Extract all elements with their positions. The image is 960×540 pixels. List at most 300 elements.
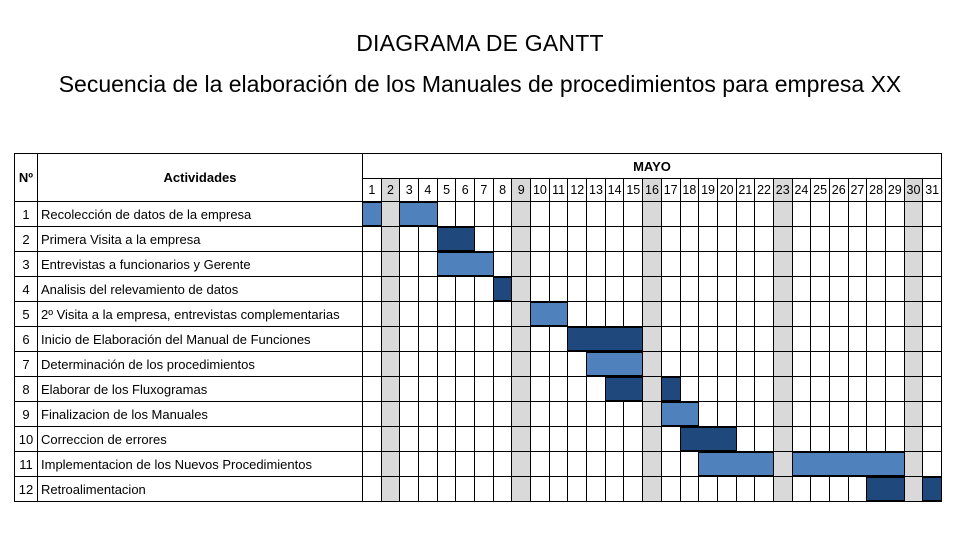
grid-cell bbox=[623, 476, 643, 502]
grid-cell bbox=[381, 351, 401, 377]
grid-cell bbox=[885, 401, 905, 427]
grid-cell bbox=[474, 301, 494, 327]
grid-cell bbox=[530, 251, 550, 277]
grid-cell bbox=[381, 451, 401, 477]
grid-cell bbox=[904, 201, 924, 227]
grid-cell bbox=[381, 251, 401, 277]
grid-cell bbox=[754, 351, 774, 377]
grid-cell bbox=[381, 226, 401, 252]
grid-cell bbox=[866, 351, 886, 377]
grid-cell bbox=[605, 426, 625, 452]
grid-cell bbox=[717, 201, 737, 227]
grid-cell bbox=[493, 426, 513, 452]
day-header: 14 bbox=[605, 178, 625, 202]
grid-cell bbox=[698, 251, 718, 277]
grid-cell bbox=[792, 426, 812, 452]
grid-cell bbox=[511, 351, 531, 377]
grid-cell bbox=[567, 301, 587, 327]
activity-label: 2º Visita a la empresa, entrevistas complementarias bbox=[37, 301, 363, 327]
activity-label: Finalizacion de los Manuales bbox=[37, 401, 363, 427]
grid-cell bbox=[549, 476, 569, 502]
day-header: 18 bbox=[680, 178, 700, 202]
grid-cell bbox=[848, 376, 868, 402]
day-header: 25 bbox=[810, 178, 830, 202]
grid-cell bbox=[418, 301, 438, 327]
grid-cell bbox=[736, 351, 756, 377]
grid-cell bbox=[418, 476, 438, 502]
grid-cell bbox=[698, 351, 718, 377]
grid-cell bbox=[792, 476, 812, 502]
grid-cell bbox=[922, 251, 942, 277]
grid-cell bbox=[493, 476, 513, 502]
grid-cell bbox=[810, 401, 830, 427]
grid-cell bbox=[511, 401, 531, 427]
grid-cell bbox=[810, 376, 830, 402]
grid-cell bbox=[455, 301, 475, 327]
chart-title: DIAGRAMA DE GANTT bbox=[356, 30, 604, 56]
task-bar bbox=[661, 377, 681, 401]
grid-cell bbox=[549, 351, 569, 377]
grid-cell bbox=[717, 251, 737, 277]
grid-cell bbox=[792, 326, 812, 352]
grid-cell bbox=[362, 451, 382, 477]
grid-cell bbox=[680, 276, 700, 302]
grid-cell bbox=[474, 476, 494, 502]
grid-cell bbox=[642, 226, 662, 252]
activity-label: Implementacion de los Nuevos Procedimientos bbox=[37, 451, 363, 477]
grid-cell bbox=[530, 201, 550, 227]
grid-cell bbox=[717, 401, 737, 427]
grid-cell bbox=[773, 426, 793, 452]
month-header: MAYO bbox=[362, 153, 942, 179]
activity-label: Elaborar de los Fluxogramas bbox=[37, 376, 363, 402]
grid-cell bbox=[362, 276, 382, 302]
grid-cell bbox=[362, 251, 382, 277]
grid-cell bbox=[680, 201, 700, 227]
grid-cell bbox=[623, 201, 643, 227]
grid-cell bbox=[623, 276, 643, 302]
grid-cell bbox=[866, 251, 886, 277]
grid-cell bbox=[661, 351, 681, 377]
grid-cell bbox=[922, 326, 942, 352]
grid-cell bbox=[848, 476, 868, 502]
grid-cell bbox=[381, 376, 401, 402]
grid-cell bbox=[362, 226, 382, 252]
grid-cell bbox=[530, 401, 550, 427]
task-bar bbox=[567, 327, 643, 351]
grid-cell bbox=[399, 351, 419, 377]
grid-cell bbox=[680, 301, 700, 327]
grid-cell bbox=[362, 326, 382, 352]
day-header: 16 bbox=[642, 178, 662, 202]
grid-cell bbox=[381, 326, 401, 352]
grid-cell bbox=[810, 301, 830, 327]
day-header: 30 bbox=[904, 178, 924, 202]
row-number: 12 bbox=[14, 476, 38, 502]
grid-cell bbox=[549, 451, 569, 477]
grid-cell bbox=[661, 451, 681, 477]
grid-cell bbox=[549, 326, 569, 352]
grid-cell bbox=[773, 276, 793, 302]
grid-cell bbox=[362, 301, 382, 327]
grid-cell bbox=[567, 451, 587, 477]
grid-cell bbox=[885, 201, 905, 227]
grid-cell bbox=[848, 401, 868, 427]
grid-cell bbox=[493, 451, 513, 477]
grid-cell bbox=[904, 226, 924, 252]
grid-cell bbox=[829, 476, 849, 502]
grid-cell bbox=[754, 301, 774, 327]
grid-cell bbox=[922, 376, 942, 402]
grid-cell bbox=[848, 251, 868, 277]
grid-cell bbox=[399, 476, 419, 502]
grid-cell bbox=[642, 326, 662, 352]
grid-cell bbox=[736, 476, 756, 502]
grid-cell bbox=[511, 426, 531, 452]
grid-cell bbox=[455, 426, 475, 452]
grid-cell bbox=[567, 426, 587, 452]
day-header: 26 bbox=[829, 178, 849, 202]
grid-cell bbox=[493, 251, 513, 277]
grid-cell bbox=[661, 476, 681, 502]
grid-cell bbox=[530, 426, 550, 452]
grid-cell bbox=[586, 251, 606, 277]
grid-cell bbox=[792, 301, 812, 327]
grid-cell bbox=[698, 401, 718, 427]
grid-cell bbox=[511, 476, 531, 502]
grid-cell bbox=[922, 276, 942, 302]
column-header-number: Nº bbox=[14, 153, 38, 202]
grid-cell bbox=[810, 251, 830, 277]
day-header: 22 bbox=[754, 178, 774, 202]
grid-cell bbox=[530, 476, 550, 502]
grid-cell bbox=[904, 376, 924, 402]
grid-cell bbox=[642, 301, 662, 327]
grid-cell bbox=[922, 401, 942, 427]
grid-cell bbox=[549, 251, 569, 277]
grid-cell bbox=[810, 226, 830, 252]
day-header: 17 bbox=[661, 178, 681, 202]
grid-cell bbox=[586, 401, 606, 427]
grid-cell bbox=[736, 251, 756, 277]
grid-cell bbox=[904, 251, 924, 277]
activity-label: Inicio de Elaboración del Manual de Funciones bbox=[37, 326, 363, 352]
grid-cell bbox=[754, 201, 774, 227]
grid-cell bbox=[418, 426, 438, 452]
grid-cell bbox=[661, 226, 681, 252]
grid-cell bbox=[885, 376, 905, 402]
day-header: 4 bbox=[418, 178, 438, 202]
activity-label: Entrevistas a funcionarios y Gerente bbox=[37, 251, 363, 277]
row-number: 8 bbox=[14, 376, 38, 402]
grid-cell bbox=[717, 476, 737, 502]
grid-cell bbox=[605, 401, 625, 427]
activity-label: Correccion de errores bbox=[37, 426, 363, 452]
day-header: 31 bbox=[922, 178, 942, 202]
grid-cell bbox=[698, 326, 718, 352]
grid-cell bbox=[567, 401, 587, 427]
grid-cell bbox=[362, 426, 382, 452]
grid-cell bbox=[586, 226, 606, 252]
grid-cell bbox=[829, 401, 849, 427]
grid-cell bbox=[549, 276, 569, 302]
row-number: 10 bbox=[14, 426, 38, 452]
grid-cell bbox=[623, 226, 643, 252]
grid-cell bbox=[754, 276, 774, 302]
day-header: 27 bbox=[848, 178, 868, 202]
grid-cell bbox=[736, 201, 756, 227]
day-header: 7 bbox=[474, 178, 494, 202]
grid-cell bbox=[605, 301, 625, 327]
grid-cell bbox=[586, 301, 606, 327]
grid-cell bbox=[698, 201, 718, 227]
grid-cell bbox=[810, 351, 830, 377]
grid-cell bbox=[418, 276, 438, 302]
grid-cell bbox=[773, 201, 793, 227]
grid-cell bbox=[511, 326, 531, 352]
grid-cell bbox=[885, 351, 905, 377]
grid-cell bbox=[455, 201, 475, 227]
grid-cell bbox=[829, 201, 849, 227]
grid-cell bbox=[605, 201, 625, 227]
grid-cell bbox=[605, 251, 625, 277]
task-bar bbox=[680, 427, 737, 451]
grid-cell bbox=[511, 301, 531, 327]
grid-cell bbox=[736, 226, 756, 252]
activity-label: Determinación de los procedimientos bbox=[37, 351, 363, 377]
activity-label: Analisis del relevamiento de datos bbox=[37, 276, 363, 302]
grid-cell bbox=[922, 226, 942, 252]
row-number: 9 bbox=[14, 401, 38, 427]
activity-label: Retroalimentacion bbox=[37, 476, 363, 502]
grid-cell bbox=[567, 201, 587, 227]
grid-cell bbox=[885, 426, 905, 452]
grid-cell bbox=[792, 201, 812, 227]
grid-cell bbox=[474, 201, 494, 227]
grid-cell bbox=[530, 351, 550, 377]
grid-cell bbox=[399, 426, 419, 452]
grid-cell bbox=[792, 376, 812, 402]
grid-cell bbox=[736, 326, 756, 352]
column-header-activities: Actividades bbox=[37, 153, 363, 202]
grid-cell bbox=[829, 376, 849, 402]
grid-cell bbox=[530, 226, 550, 252]
grid-cell bbox=[418, 226, 438, 252]
grid-cell bbox=[698, 301, 718, 327]
grid-cell bbox=[829, 251, 849, 277]
grid-cell bbox=[642, 201, 662, 227]
grid-cell bbox=[773, 251, 793, 277]
task-bar bbox=[437, 227, 475, 251]
grid-cell bbox=[885, 251, 905, 277]
chart-subtitle: Secuencia de la elaboración de los Manuales de procedimientos para empresa XX bbox=[58, 71, 902, 97]
grid-cell bbox=[642, 476, 662, 502]
grid-cell bbox=[642, 251, 662, 277]
day-header: 12 bbox=[567, 178, 587, 202]
grid-cell bbox=[493, 326, 513, 352]
grid-cell bbox=[455, 326, 475, 352]
task-bar bbox=[922, 477, 942, 501]
grid-cell bbox=[642, 451, 662, 477]
day-header: 15 bbox=[623, 178, 643, 202]
grid-cell bbox=[717, 326, 737, 352]
grid-cell bbox=[437, 326, 457, 352]
grid-cell bbox=[586, 276, 606, 302]
grid-cell bbox=[399, 401, 419, 427]
grid-cell bbox=[922, 426, 942, 452]
grid-cell bbox=[362, 376, 382, 402]
grid-cell bbox=[549, 226, 569, 252]
grid-cell bbox=[810, 326, 830, 352]
day-header: 2 bbox=[381, 178, 401, 202]
grid-cell bbox=[773, 301, 793, 327]
grid-cell bbox=[418, 326, 438, 352]
grid-cell bbox=[661, 326, 681, 352]
grid-cell bbox=[437, 201, 457, 227]
grid-cell bbox=[623, 401, 643, 427]
grid-cell bbox=[717, 301, 737, 327]
grid-cell bbox=[530, 276, 550, 302]
grid-cell bbox=[642, 401, 662, 427]
grid-cell bbox=[586, 376, 606, 402]
day-header: 28 bbox=[866, 178, 886, 202]
grid-cell bbox=[773, 376, 793, 402]
grid-cell bbox=[381, 426, 401, 452]
grid-cell bbox=[866, 326, 886, 352]
day-header: 6 bbox=[455, 178, 475, 202]
grid-cell bbox=[399, 451, 419, 477]
grid-cell bbox=[754, 326, 774, 352]
grid-cell bbox=[810, 476, 830, 502]
grid-cell bbox=[605, 226, 625, 252]
task-bar bbox=[493, 277, 513, 301]
grid-cell bbox=[922, 201, 942, 227]
grid-cell bbox=[586, 476, 606, 502]
grid-cell bbox=[736, 376, 756, 402]
grid-cell bbox=[399, 251, 419, 277]
grid-cell bbox=[866, 301, 886, 327]
grid-cell bbox=[680, 376, 700, 402]
grid-cell bbox=[904, 326, 924, 352]
grid-cell bbox=[736, 426, 756, 452]
grid-cell bbox=[605, 476, 625, 502]
grid-cell bbox=[810, 201, 830, 227]
grid-cell bbox=[567, 376, 587, 402]
grid-cell bbox=[493, 201, 513, 227]
grid-cell bbox=[773, 476, 793, 502]
grid-cell bbox=[866, 226, 886, 252]
grid-cell bbox=[437, 351, 457, 377]
grid-cell bbox=[717, 351, 737, 377]
grid-cell bbox=[623, 251, 643, 277]
grid-cell bbox=[680, 351, 700, 377]
grid-cell bbox=[418, 376, 438, 402]
grid-cell bbox=[623, 301, 643, 327]
day-header: 13 bbox=[586, 178, 606, 202]
task-bar bbox=[437, 252, 494, 276]
grid-cell bbox=[474, 401, 494, 427]
row-number: 6 bbox=[14, 326, 38, 352]
grid-cell bbox=[567, 251, 587, 277]
grid-cell bbox=[885, 326, 905, 352]
row-number: 11 bbox=[14, 451, 38, 477]
grid-cell bbox=[736, 301, 756, 327]
day-header: 1 bbox=[362, 178, 382, 202]
grid-cell bbox=[922, 451, 942, 477]
grid-cell bbox=[381, 301, 401, 327]
grid-cell bbox=[605, 451, 625, 477]
day-header: 3 bbox=[399, 178, 419, 202]
grid-cell bbox=[829, 426, 849, 452]
grid-cell bbox=[399, 376, 419, 402]
grid-cell bbox=[904, 451, 924, 477]
grid-cell bbox=[623, 451, 643, 477]
row-number: 7 bbox=[14, 351, 38, 377]
grid-cell bbox=[661, 201, 681, 227]
day-header: 9 bbox=[511, 178, 531, 202]
grid-cell bbox=[437, 451, 457, 477]
row-number: 5 bbox=[14, 301, 38, 327]
grid-cell bbox=[680, 476, 700, 502]
grid-cell bbox=[511, 251, 531, 277]
grid-cell bbox=[885, 226, 905, 252]
grid-cell bbox=[399, 301, 419, 327]
grid-cell bbox=[567, 351, 587, 377]
grid-cell bbox=[418, 251, 438, 277]
grid-cell bbox=[437, 476, 457, 502]
grid-cell bbox=[455, 376, 475, 402]
grid-cell bbox=[736, 401, 756, 427]
grid-cell bbox=[399, 276, 419, 302]
grid-cell bbox=[493, 301, 513, 327]
day-header: 20 bbox=[717, 178, 737, 202]
grid-cell bbox=[848, 276, 868, 302]
grid-cell bbox=[455, 451, 475, 477]
grid-cell bbox=[848, 326, 868, 352]
grid-cell bbox=[549, 201, 569, 227]
grid-cell bbox=[623, 426, 643, 452]
grid-cell bbox=[829, 276, 849, 302]
grid-cell bbox=[399, 326, 419, 352]
grid-cell bbox=[717, 276, 737, 302]
grid-cell bbox=[493, 226, 513, 252]
grid-cell bbox=[773, 351, 793, 377]
grid-cell bbox=[455, 351, 475, 377]
grid-cell bbox=[754, 426, 774, 452]
task-bar bbox=[605, 377, 643, 401]
grid-cell bbox=[885, 301, 905, 327]
grid-cell bbox=[680, 251, 700, 277]
day-header: 23 bbox=[773, 178, 793, 202]
grid-cell bbox=[474, 376, 494, 402]
grid-cell bbox=[680, 326, 700, 352]
grid-cell bbox=[362, 351, 382, 377]
grid-cell bbox=[866, 426, 886, 452]
grid-cell bbox=[866, 276, 886, 302]
grid-cell bbox=[418, 451, 438, 477]
grid-cell bbox=[530, 451, 550, 477]
grid-cell bbox=[605, 276, 625, 302]
grid-cell bbox=[829, 226, 849, 252]
grid-cell bbox=[792, 276, 812, 302]
grid-cell bbox=[474, 426, 494, 452]
grid-cell bbox=[399, 226, 419, 252]
row-number: 1 bbox=[14, 201, 38, 227]
grid-cell bbox=[773, 401, 793, 427]
grid-cell bbox=[698, 226, 718, 252]
grid-cell bbox=[437, 301, 457, 327]
grid-cell bbox=[773, 326, 793, 352]
